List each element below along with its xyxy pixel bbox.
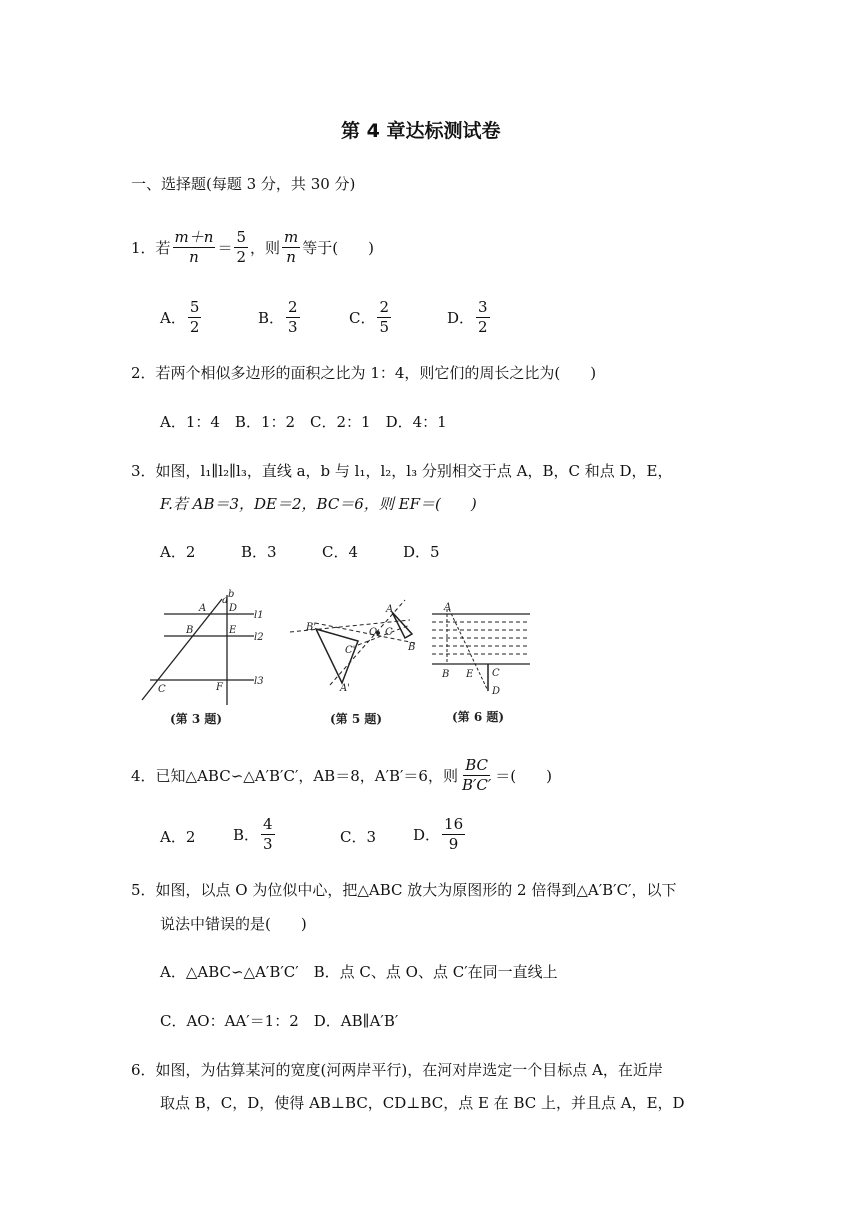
q4-stem: 4．已知△ABC∽△A′B′C′，AB＝8，A′B′＝6，则 [131, 766, 458, 785]
q4-suffix: ＝( ) [495, 766, 552, 785]
question-3-line-2: F.若 AB＝3，DE＝2，BC＝6，则 EF＝( ) [160, 495, 477, 513]
figure-5 [290, 600, 415, 685]
question-4 [131, 756, 552, 795]
triangle-abc [392, 612, 412, 638]
fig6-label-B: B [442, 669, 450, 680]
fig3-label-F: F [216, 682, 223, 693]
q1-asked-fraction: $\frac{m}{n}$ [284, 228, 299, 266]
fig5-label-O: O [369, 627, 378, 638]
q3-option-b: B．3 [241, 543, 277, 561]
fig3-label-C: C [158, 684, 166, 695]
fig3-label-b: b [228, 589, 235, 600]
q4-fraction: $\frac{BC}{B'C'}$ [461, 756, 492, 794]
q5-options-row-2: C．AO：AA′＝1：2 D．AB∥A′B′ [160, 1012, 399, 1030]
fig6-label-E: E [466, 669, 474, 680]
fig5-label-C-prime: C' [345, 645, 356, 656]
q1-given-fraction: $\frac{m+n}{n}$ [174, 228, 214, 266]
fig3-label-l2: l2 [254, 632, 264, 643]
fig5-label-B-prime: B' [306, 622, 317, 633]
fig3-label-a: a [222, 595, 228, 606]
question-6-line-1: 6．如图，为估算某河的宽度(河两岸平行)，在河对岸选定一个目标点 A，在近岸 [131, 1061, 663, 1079]
q3-option-c: C．4 [322, 543, 359, 561]
fig5-label-A: A [386, 604, 394, 615]
caption-fig5: (第 5 题) [330, 712, 383, 726]
section-heading: 一、选择题(每题 3 分，共 30 分) [131, 175, 356, 193]
fig6-label-A: A [444, 602, 452, 613]
q5-options-row-1: A．△ABC∽△A′B′C′ B．点 C、点 O、点 C′在同一直线上 [160, 963, 558, 981]
q3-option-a: A．2 [160, 543, 196, 561]
question-5-line-2: 说法中错误的是( ) [160, 915, 307, 933]
fig3-label-E: E [229, 625, 237, 636]
fig6-label-C: C [492, 668, 500, 679]
fig5-label-A-prime: A' [340, 683, 350, 694]
fig6-label-D: D [492, 686, 501, 697]
caption-fig3: (第 3 题) [170, 712, 223, 726]
q1-value-fraction: $\frac{5}{2}$ [236, 228, 246, 266]
q1-suffix: 等于( ) [302, 238, 374, 257]
q1-option-b: B． $\frac{2}{3}$ [258, 298, 298, 336]
caption-fig6: (第 6 题) [452, 710, 505, 724]
q1-prefix: 1．若 [131, 238, 171, 257]
q1-option-c: C． $\frac{2}{5}$ [349, 298, 390, 336]
fig3-label-l3: l3 [254, 676, 264, 687]
question-3-line-1: 3．如图，l₁∥l₂∥l₃，直线 a，b 与 l₁，l₂，l₃ 分别相交于点 A，B，C 和点 D，E， [131, 462, 673, 480]
question-1 [131, 228, 374, 267]
q4-option-c: C．3 [340, 828, 377, 846]
fig5-label-B: B [408, 642, 416, 653]
page-title: 第 4 章达标测试卷 [341, 120, 501, 142]
q1-option-a: A． $\frac{5}{2}$ [160, 298, 200, 336]
question-6-line-2: 取点 B，C，D，使得 AB⊥BC，CD⊥BC，点 E 在 BC 上，并且点 A，E，D [160, 1094, 685, 1112]
q2-options: A．1：4 B．1：2 C．2：1 D．4：1 [160, 413, 447, 431]
triangle-a-prime-b-prime-c-prime [316, 629, 358, 683]
fig5-label-C: C [385, 627, 393, 638]
fig3-label-B: B [186, 625, 194, 636]
fig3-label-D: D [229, 603, 238, 614]
q3-option-d: D．5 [403, 543, 440, 561]
fig3-label-l1: l1 [254, 610, 264, 621]
fig3-label-A: A [199, 603, 207, 614]
q1-equals: ＝ [217, 238, 233, 257]
figures-panel [130, 585, 550, 735]
question-5-line-1: 5．如图，以点 O 为位似中心，把△ABC 放大为原图形的 2 倍得到△A′B′C′，以下 [131, 881, 677, 899]
q4-option-b: B． $\frac{4}{3}$ [233, 815, 273, 853]
q1-middle: ，则 [250, 238, 281, 257]
question-2: 2．若两个相似多边形的面积之比为 1：4，则它们的周长之比为( ) [131, 364, 597, 382]
q4-option-d: D． $\frac{16}{9}$ [413, 815, 464, 853]
q4-option-a: A．2 [160, 828, 196, 846]
q1-option-d: D． $\frac{3}{2}$ [447, 298, 488, 336]
